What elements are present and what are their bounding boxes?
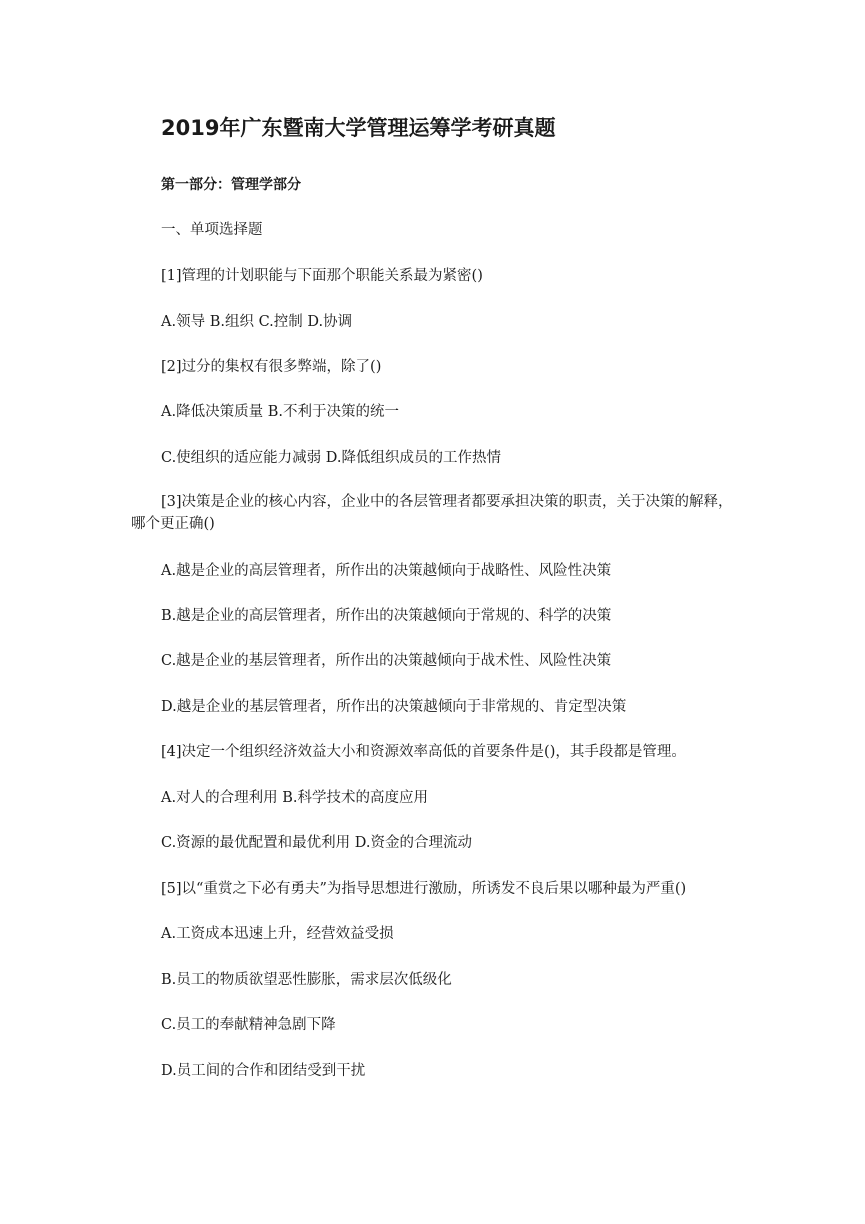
question-3-option-d: D.越是企业的基层管理者，所作出的决策越倾向于非常规的、肯定型决策 bbox=[161, 699, 627, 715]
question-4-stem: [4]决定一个组织经济效益大小和资源效率高低的首要条件是()，其手段都是管理。 bbox=[161, 744, 686, 760]
section-heading: 一、单项选择题 bbox=[161, 222, 263, 238]
question-3-option-b: B.越是企业的高层管理者，所作出的决策越倾向于常规的、科学的决策 bbox=[161, 608, 612, 624]
question-4-options-line1: A.对人的合理利用 B.科学技术的高度应用 bbox=[161, 790, 428, 806]
question-5-option-b: B.员工的物质欲望恶性膨胀，需求层次低级化 bbox=[161, 972, 452, 988]
question-5-stem: [5]以“重赏之下必有勇夫”为指导思想进行激励，所诱发不良后果以哪种最为严重() bbox=[161, 881, 687, 897]
question-4-options-line2: C.资源的最优配置和最优利用 D.资金的合理流动 bbox=[161, 835, 473, 851]
question-3-option-a: A.越是企业的高层管理者，所作出的决策越倾向于战略性、风险性决策 bbox=[161, 563, 612, 579]
question-1-stem: [1]管理的计划职能与下面那个职能关系最为紧密() bbox=[161, 268, 483, 284]
question-5-option-d: D.员工间的合作和团结受到干扰 bbox=[161, 1063, 366, 1079]
question-3-option-c: C.越是企业的基层管理者，所作出的决策越倾向于战术性、风险性决策 bbox=[161, 653, 612, 669]
question-5-option-a: A.工资成本迅速上升，经营效益受损 bbox=[161, 926, 394, 942]
question-2-stem: [2]过分的集权有很多弊端，除了() bbox=[161, 359, 382, 375]
document-title: 2019年广东暨南大学管理运筹学考研真题 bbox=[161, 116, 556, 140]
question-3-stem: [3]决策是企业的核心内容，企业中的各层管理者都要承担决策的职责，关于决策的解释，哪个更正确() bbox=[131, 494, 733, 532]
question-5-option-c: C.员工的奉献精神急剧下降 bbox=[161, 1017, 336, 1033]
question-2-options-line2: C.使组织的适应能力减弱 D.降低组织成员的工作热情 bbox=[161, 450, 502, 466]
part-heading: 第一部分：管理学部分 bbox=[161, 177, 301, 193]
question-2-options-line1: A.降低决策质量 B.不利于决策的统一 bbox=[161, 404, 399, 420]
question-1-options: A.领导 B.组织 C.控制 D.协调 bbox=[161, 314, 353, 330]
